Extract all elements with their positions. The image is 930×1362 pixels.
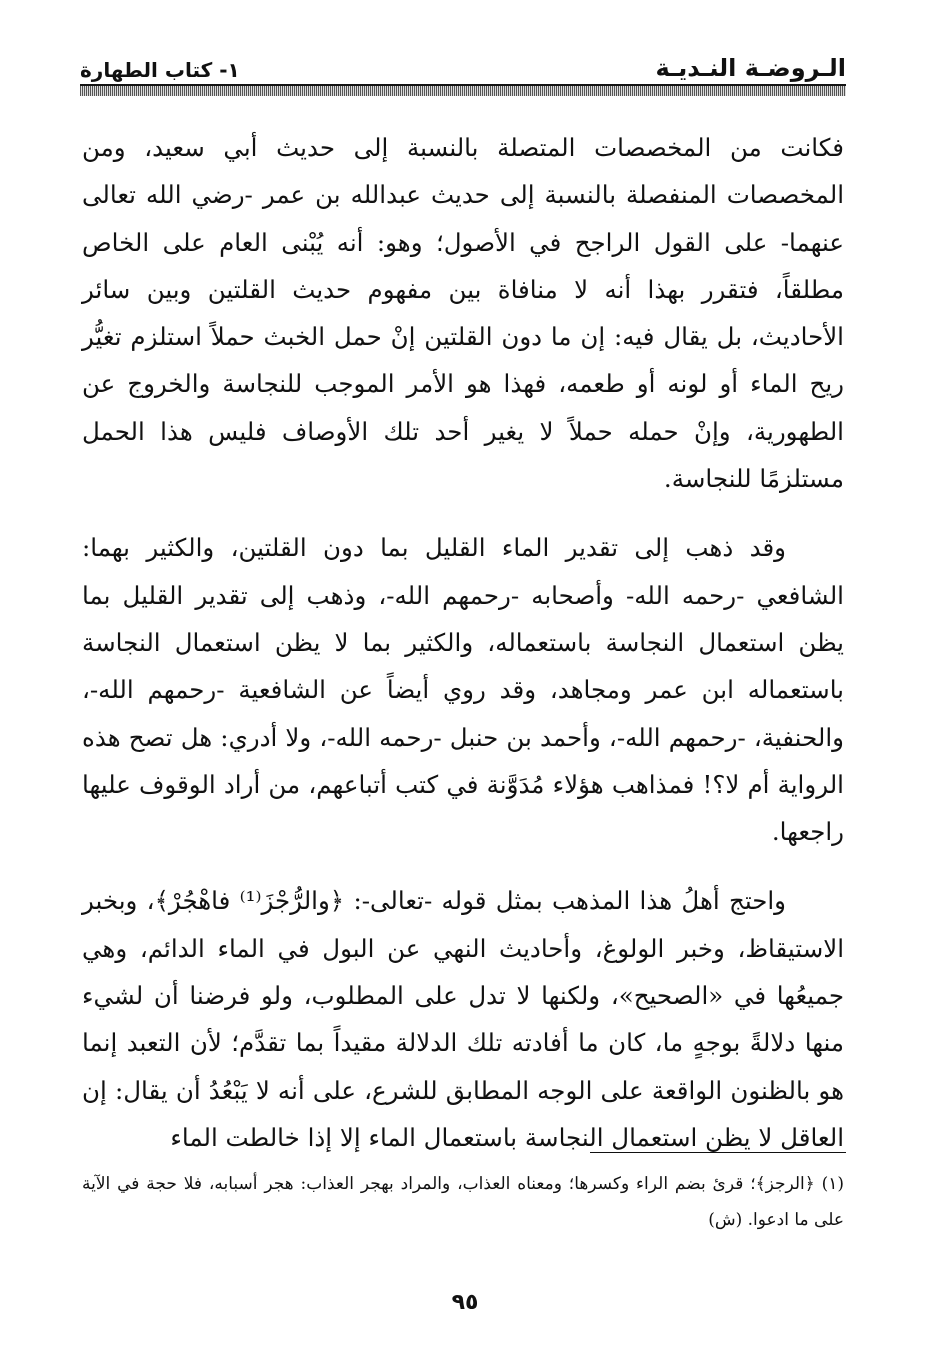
running-header	[80, 38, 846, 82]
page-number: ٩٥	[451, 1290, 479, 1315]
footnote: (١) ﴿الرجز﴾؛ قرئ بضم الراء وكسرها؛ ومعناه العذاب، والمراد بهجر العذاب: هجر أسبابه، فلا حجة في الآية على ما ادعوا. (ش)	[82, 1174, 844, 1230]
footnote-divider	[590, 1152, 846, 1153]
paragraph: واحتج أهلُ هذا المذهب بمثل قوله -تعالى-: ﴿والرُّجْزَ⁽¹⁾ فاهْجُرْ﴾، وبخبر الاستيقاظ، وخبر الولوغ، وأحاديث النهي عن البول في الماء الدائم، وهي جميعُها في «الصحيح»، ولكنها لا تدل على المطلوب، ولو فرضنا أن لشيء منها دلالةً بوجهٍ ما، كان ما أفادته تلك الدلالة مقيداً بما تقدَّم؛ لأن التعبد إنما هو بالظنون الواقعة على الوجه المطابق للشرع، على أنه لا يَبْعُدُ أن يقال: إن العاقل لا يظن استعمال النجاسة باستعمال الماء إلا إذا خالطت الماء	[82, 886, 844, 1152]
chapter-title: ١- كتاب الطهارة	[80, 58, 240, 82]
main-text	[82, 124, 844, 1161]
book-title: الـروضـة النـديـة	[655, 54, 846, 82]
header-divider	[80, 84, 846, 96]
paragraph: فكانت من المخصصات المتصلة بالنسبة إلى حديث أبي سعيد، ومن المخصصات المنفصلة بالنسبة إلى حديث عبدالله بن عمر -رضي الله تعالى عنهما- على القول الراجح في الأصول؛ وهو: أنه يُبْنى العام على الخاص مطلقاً، فتقرر بهذا أنه لا منافاة بين مفهوم حديث القلتين وبين سائر الأحاديث، بل يقال فيه: إن ما دون القلتين إنْ حمل الخبث حملاً استلزم تغيُّر ريح الماء أو لونه أو طعمه، فهذا هو الأمر الموجب للنجاسة والخروج عن الطهورية، وإنْ حمله حملاً لا يغير أحد تلك الأوصاف فليس هذا الحمل مستلزمًا للنجاسة.	[82, 133, 844, 494]
paragraph: وقد ذهب إلى تقدير الماء القليل بما دون القلتين، والكثير بهما: الشافعي -رحمه الله- وأصحابه -رحمهم الله-، وذهب إلى تقدير القليل بما يظن استعمال النجاسة باستعماله، والكثير بما لا يظن استعمال النجاسة باستعماله ابن عمر ومجاهد، وقد روي أيضاً عن الشافعية -رحمهم الله-، والحنفية، -رحمهم الله-، وأحمد بن حنبل -رحمه الله-، ولا أدري: هل تصح هذه الرواية أم لا؟! فمذاهب هؤلاء مُدَوَّنة في كتب أتباعهم، من أراد الوقوف عليها راجعها.	[82, 533, 844, 847]
